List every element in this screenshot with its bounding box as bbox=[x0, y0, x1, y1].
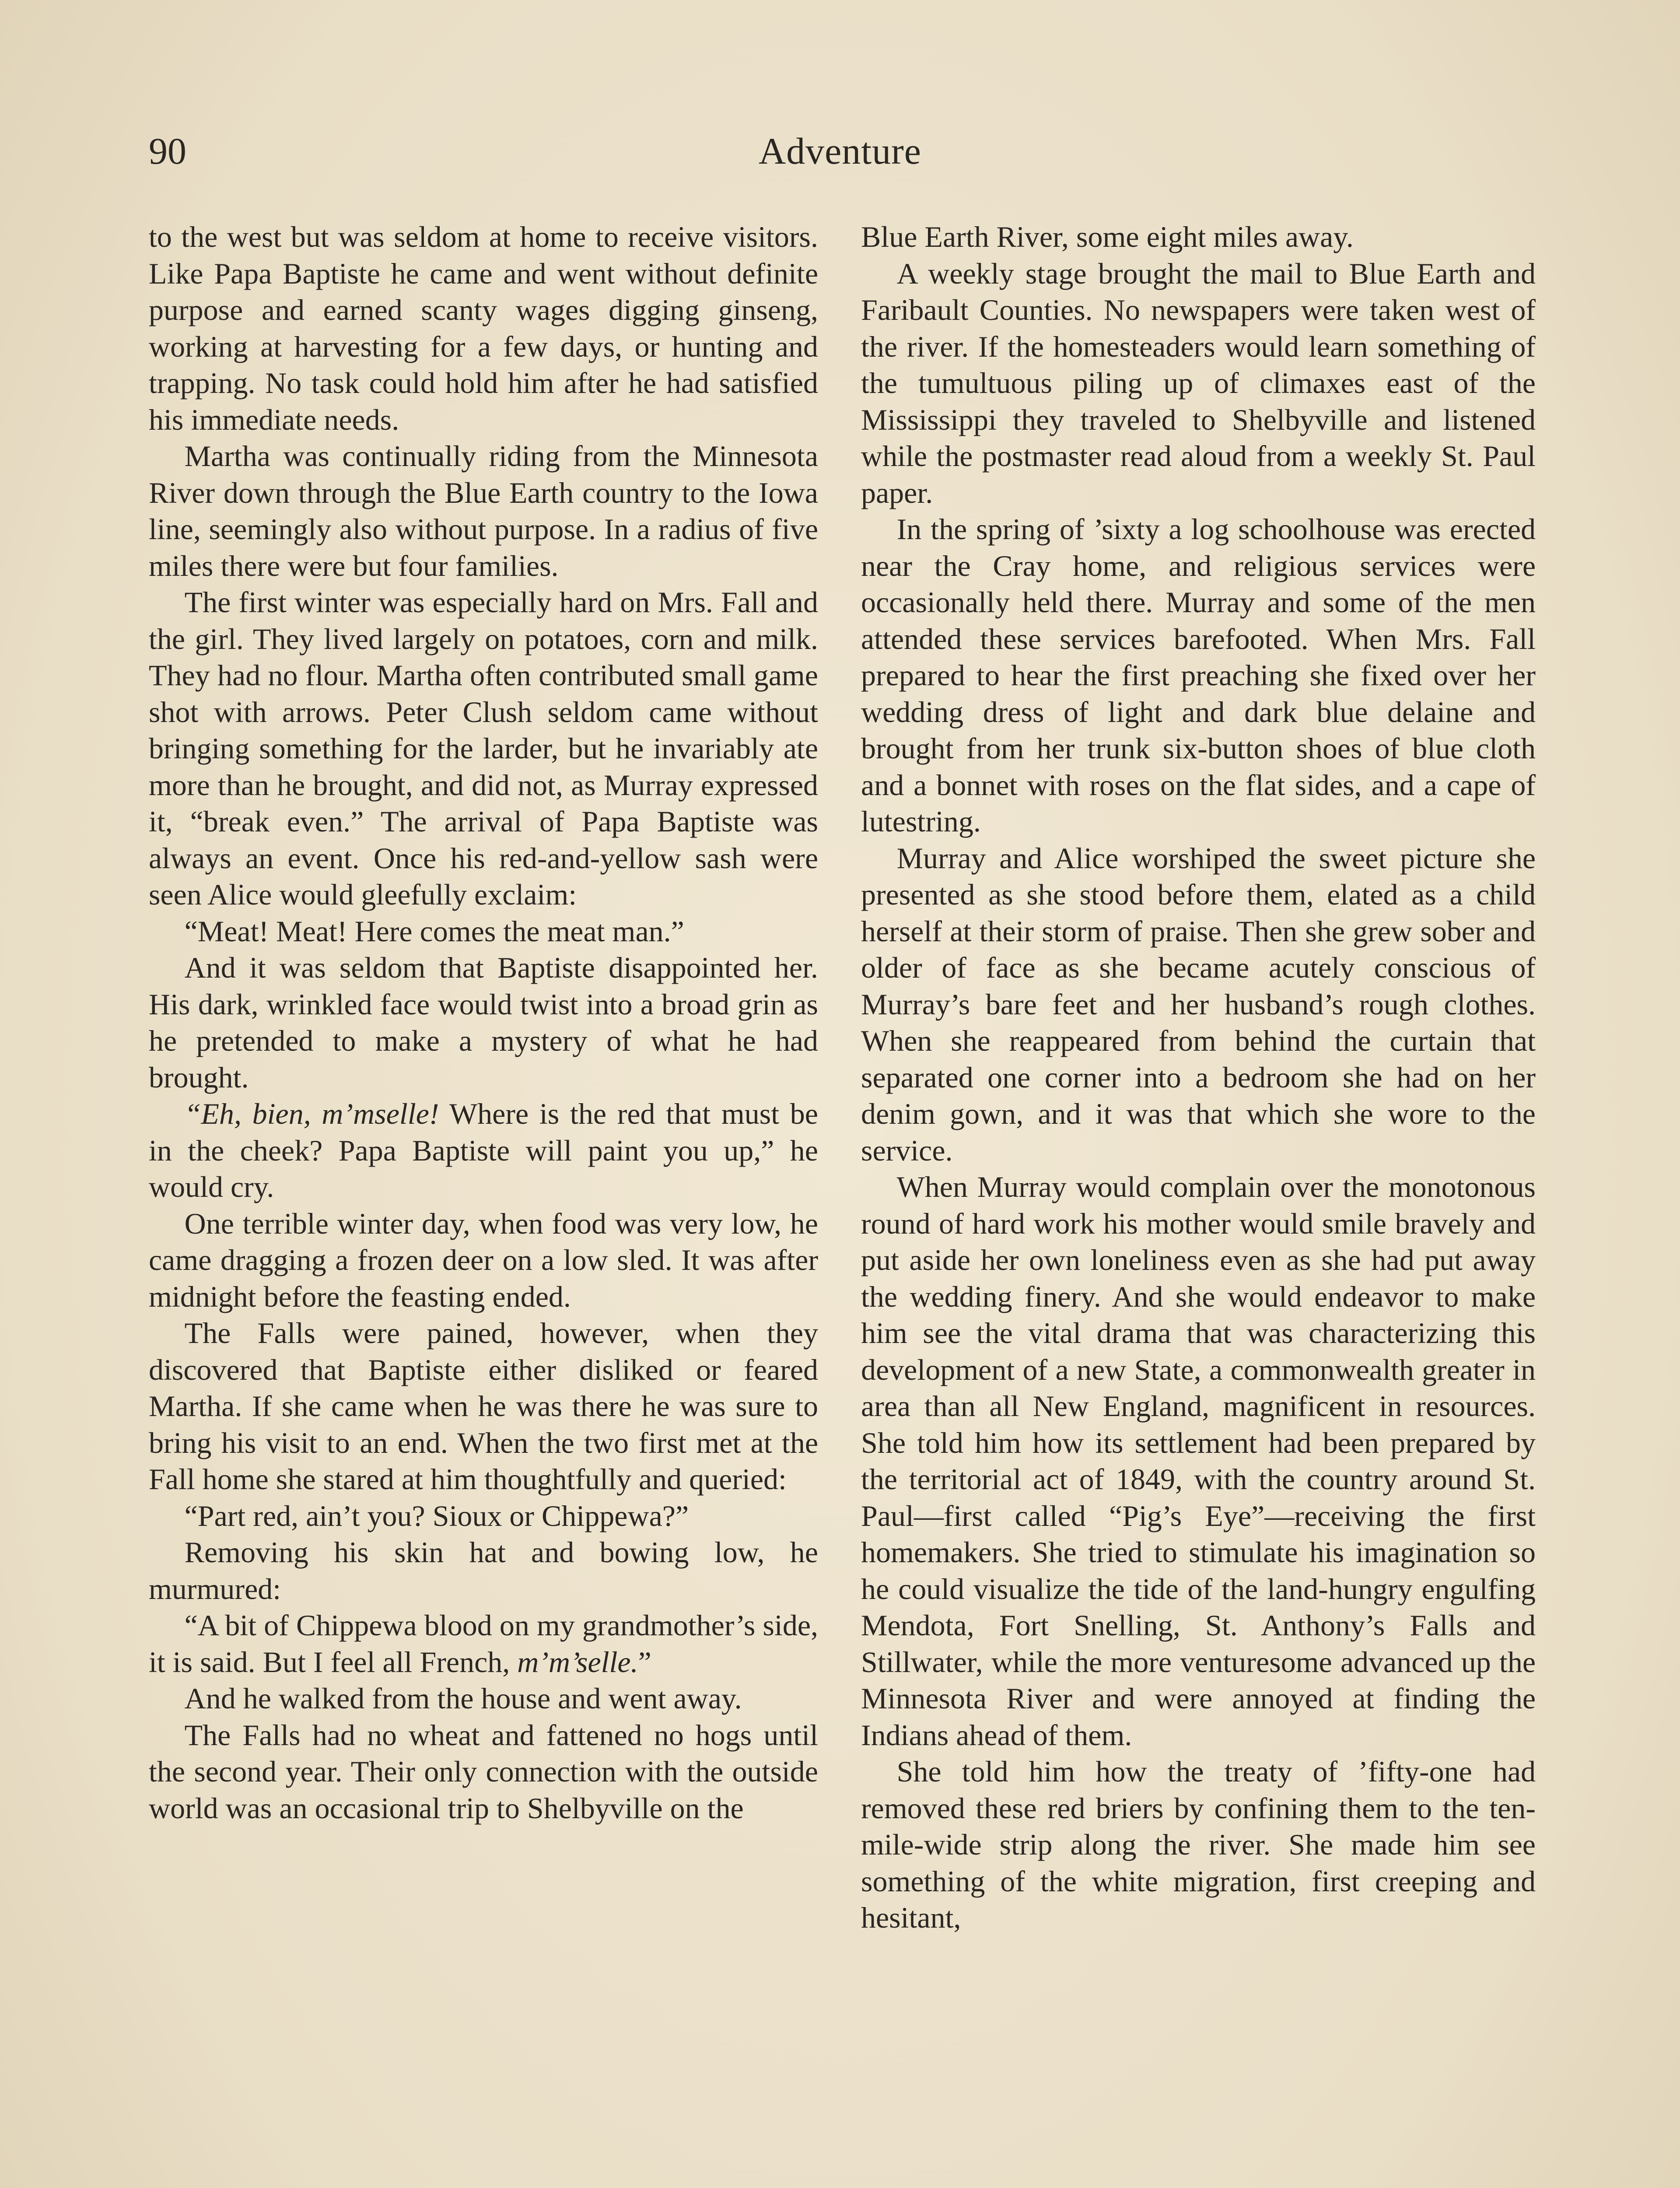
paragraph: When Murray would complain over the monotonous round of hard work his mother would smile bravely and put aside her own loneliness even as she had put away the wedding finery. And she would endeavor to make him see the vital drama that was characterizing this development of a new State, a commonwealth greater in area than all New England, magnificent in resources. She told him how its settlement had been prepared by the territorial act of 1849, with the country around St. Paul—first called “Pig’s Eye”—receiving the first homemakers. She tried to stimulate his imagination so he could visualize the tide of the land-hungry engulfing Mendota, Fort Snelling, St. Anthony’s Falls and Stillwater, while the more venturesome advanced up the Minnesota River and were annoyed at finding the Indians ahead of them. bbox=[861, 1170, 1536, 1752]
paragraph: to the west but was seldom at home to receive visitors. Like Papa Baptiste he came and went without definite purpose and earned scanty wages digging ginseng, working at harvesting for a few days, or hunting and trapping. No task could hold him after he had satisfied his immediate needs. bbox=[149, 220, 818, 436]
paragraph: “Meat! Meat! Here comes the meat man.” bbox=[184, 914, 684, 948]
paragraph: And he walked from the house and went away. bbox=[184, 1682, 742, 1715]
running-head: Adventure bbox=[759, 130, 921, 172]
page-header bbox=[149, 125, 1531, 177]
page-number: 90 bbox=[149, 130, 186, 172]
left-column bbox=[149, 219, 818, 1827]
paragraph: She told him how the treaty of ’fifty-one had removed these red briers by confining them to the ten-mile-wide strip along the river. She made him see something of the white migration, first creeping and hesitant, bbox=[861, 1755, 1536, 1934]
paragraph: The Falls had no wheat and fattened no hogs until the second year. Their only connection with the outside world was an occasional trip to Shelbyville on the bbox=[149, 1718, 818, 1825]
paragraph: The first winter was especially hard on Mrs. Fall and the girl. They lived largely on potatoes, corn and milk. They had no flour. Martha often contributed small game shot with arrows. Peter Clush seldom came without bringing something for the larder, but he invariably ate more than he brought, and did not, as Murray expressed it, “break even.” The arrival of Papa Baptiste was always an event. Once his red-and-yellow sash were seen Alice would gleefully exclaim: bbox=[149, 586, 818, 911]
paragraph: “A bit of Chippewa blood on my grandmother’s side, it is said. But I feel all French, m’m’selle.” bbox=[149, 1609, 818, 1679]
paragraph: Martha was continually riding from the Minnesota River down through the Blue Earth country to the Iowa line, seemingly also without purpose. In a radius of five miles there were but four families. bbox=[149, 439, 818, 582]
paragraph: “Eh, bien, m’mselle! Where is the red that must be in the cheek? Papa Baptiste will paint you up,” he would cry. bbox=[149, 1097, 818, 1203]
paragraph: One terrible winter day, when food was very low, he came dragging a frozen deer on a low sled. It was after midnight before the feasting ended. bbox=[149, 1206, 818, 1313]
paragraph: The Falls were pained, however, when they discovered that Baptiste either disliked or feared Martha. If she came when he was there he was sure to bring his visit to an end. When the two first met at the Fall home she stared at him thoughtfully and queried: bbox=[149, 1316, 818, 1496]
paragraph: And it was seldom that Baptiste disappointed her. His dark, wrinkled face would twist into a broad grin as he pretended to make a mystery of what he had brought. bbox=[149, 951, 818, 1094]
right-column bbox=[861, 219, 1536, 1936]
paragraph: Removing his skin hat and bowing low, he murmured: bbox=[149, 1536, 818, 1606]
paragraph: Murray and Alice worshiped the sweet picture she presented as she stood before them, elated as a child herself at their storm of praise. Then she grew sober and older of face as she became acutely conscious of Murray’s bare feet and her husband’s rough clothes. When she reappeared from behind the curtain that separated one corner into a bedroom she had on her denim gown, and it was that which she wore to the service. bbox=[861, 841, 1536, 1167]
paragraph: In the spring of ’sixty a log schoolhouse was erected near the Cray home, and religious services were occasionally held there. Murray and some of the men attended these services barefooted. When Mrs. Fall prepared to hear the first preaching she fixed over her wedding dress of light and dark blue delaine and brought from her trunk six-button shoes of blue cloth and a bonnet with roses on the flat sides, and a cape of lutestring. bbox=[861, 512, 1536, 838]
paragraph: “Part red, ain’t you? Sioux or Chippewa?” bbox=[184, 1499, 689, 1532]
paragraph: A weekly stage brought the mail to Blue Earth and Faribault Counties. No newspapers were taken west of the river. If the homesteaders would learn something of the tumultuous piling up of climaxes east of the Mississippi they traveled to Shelbyville and listened while the postmaster read aloud from a weekly St. Paul paper. bbox=[861, 256, 1536, 509]
paragraph: Blue Earth River, some eight miles away. bbox=[861, 220, 1354, 253]
